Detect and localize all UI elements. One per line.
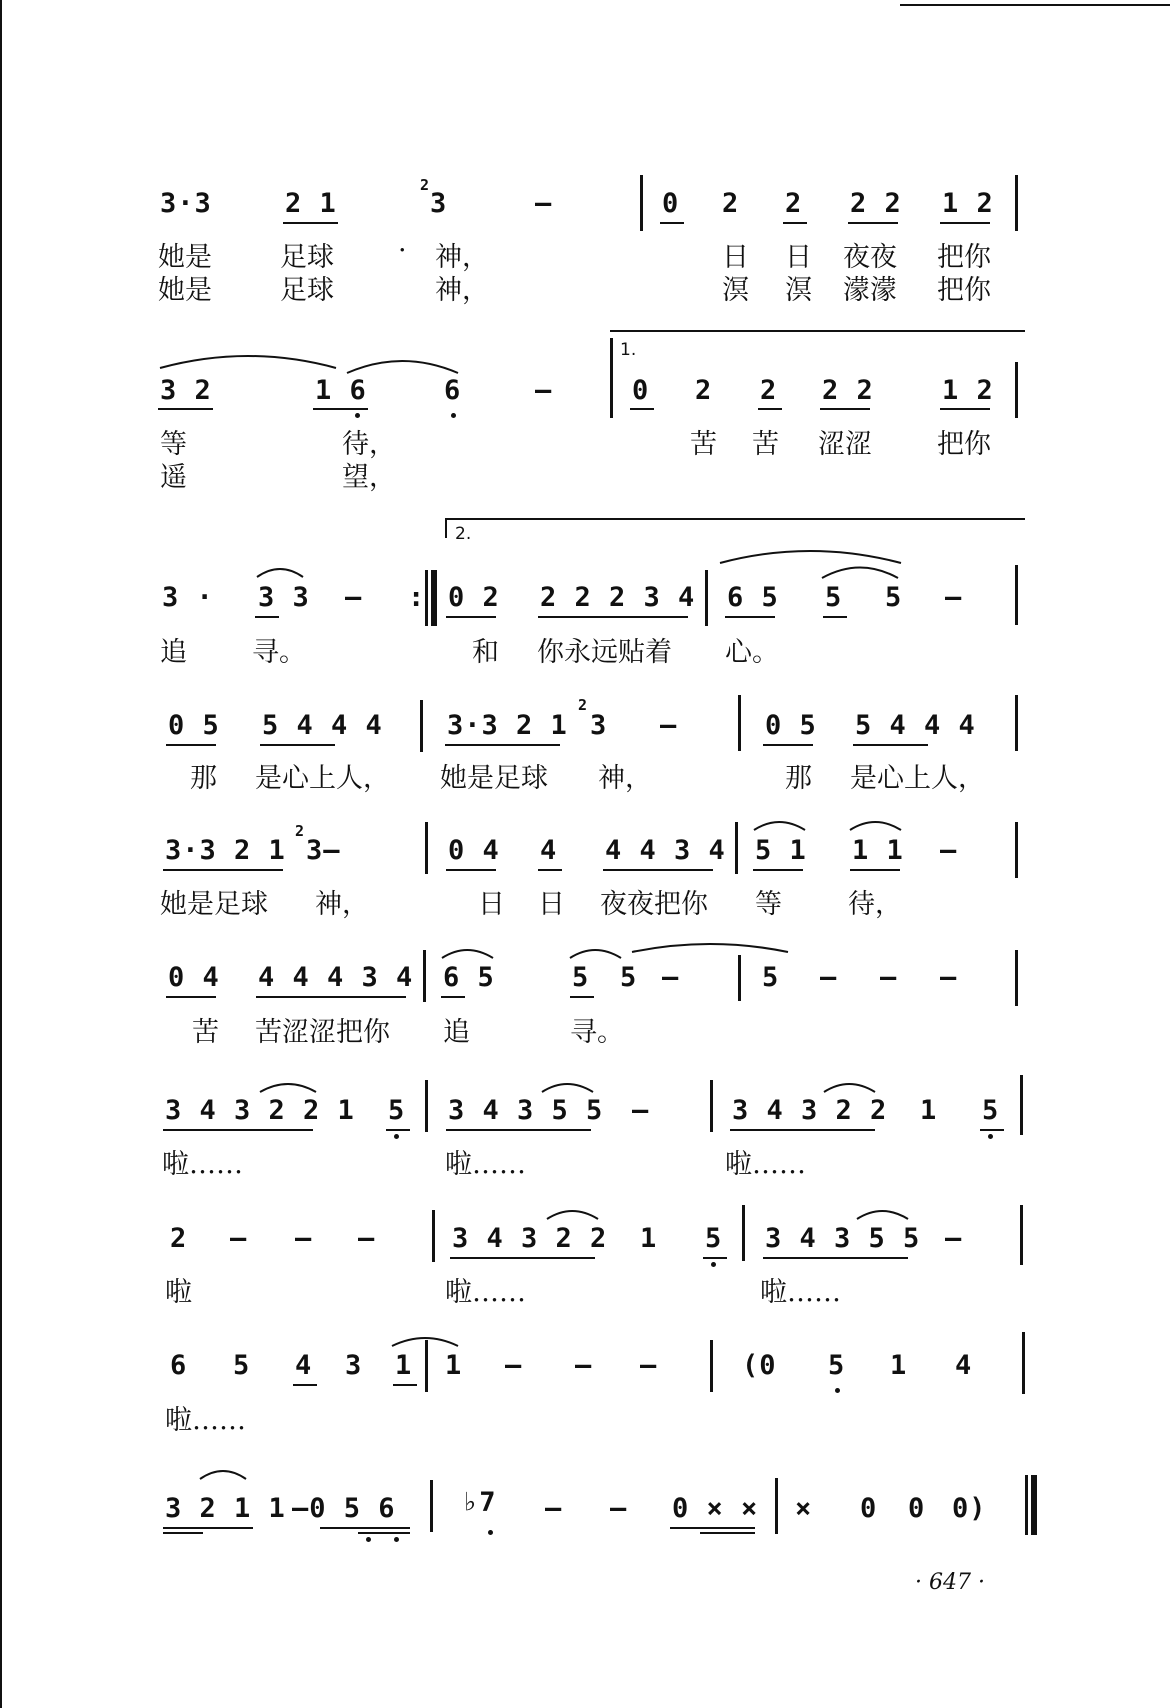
dash: — — [230, 1223, 248, 1254]
barline — [430, 1480, 433, 1532]
repeat-dots: : — [408, 582, 426, 613]
note-group: 0 — [662, 188, 680, 219]
barline — [1015, 695, 1018, 751]
barline — [1015, 822, 1018, 878]
lyric: 足球 — [280, 242, 334, 273]
note-group: 2 2 2 3 4 — [540, 582, 696, 613]
top-rule — [900, 4, 1170, 6]
lyric: 和 — [472, 637, 499, 668]
note-group: 2 1 — [285, 188, 337, 219]
note-group: 1 — [445, 1350, 463, 1381]
barline — [742, 1205, 745, 1261]
note-group: 2 — [785, 188, 803, 219]
dash: — — [945, 582, 963, 613]
lyric: 日 — [785, 242, 812, 273]
note-group: 0 — [860, 1493, 878, 1524]
underline — [603, 869, 713, 871]
underline — [158, 408, 213, 410]
note-group: 4 — [295, 1350, 313, 1381]
lyric: 溟 — [785, 275, 812, 306]
barline — [738, 955, 741, 1001]
barline — [1022, 1332, 1025, 1394]
barline — [420, 700, 423, 752]
underline — [850, 869, 900, 871]
lyric: 啦…… — [445, 1277, 526, 1308]
lyric: 追 — [160, 637, 187, 668]
note-group: 3 4 3 2 2 1 — [165, 1095, 355, 1126]
lyric: 啦…… — [162, 1149, 243, 1180]
barline — [1020, 1075, 1023, 1135]
note-group: 3 4 3 5 5 — [448, 1095, 604, 1126]
lyric: 涩涩 — [818, 429, 872, 460]
note-group: 5 — [388, 1095, 406, 1126]
note-group: 2 — [695, 375, 713, 406]
barline — [425, 570, 428, 626]
underline — [848, 222, 898, 224]
barline — [432, 1210, 435, 1262]
underline — [283, 222, 338, 224]
barline — [1015, 362, 1018, 418]
underline — [980, 1129, 1004, 1131]
dash: — — [295, 1223, 313, 1254]
note-group: 5 — [233, 1350, 251, 1381]
underline — [163, 869, 283, 871]
note-group: ♭7 — [462, 1487, 497, 1518]
note-group: 0 — [632, 375, 650, 406]
underline — [940, 408, 990, 410]
slur — [258, 1080, 318, 1094]
note-group: 0 5 — [765, 710, 817, 741]
barline — [425, 822, 428, 874]
note-group: 5 4 4 4 — [262, 710, 383, 741]
note-group: —0 5 6 — [292, 1493, 396, 1524]
lyric: 啦…… — [445, 1149, 526, 1180]
note-group: 3 3 — [258, 582, 310, 613]
low-octave-dot — [394, 1537, 399, 1542]
lyric: 待， — [848, 889, 902, 920]
underline — [320, 1527, 410, 1529]
dash: — — [575, 1350, 593, 1381]
note-group: 3 — [590, 710, 608, 741]
lyric: 待， — [342, 429, 396, 460]
lyric: 是心上人， — [850, 763, 985, 794]
lyric: 等 — [755, 889, 782, 920]
lyric: 啦…… — [725, 1149, 806, 1180]
volta-bracket-edge — [445, 518, 447, 538]
dash: — — [940, 835, 958, 866]
slur — [820, 562, 900, 580]
note-group: 3 4 3 5 5 — [765, 1223, 921, 1254]
barline — [610, 338, 613, 418]
note-group: (0 — [742, 1350, 777, 1381]
lyric: 寻。 — [252, 637, 306, 668]
note-group: 0) — [952, 1493, 987, 1524]
note-group: 2 — [760, 375, 778, 406]
dash: — — [358, 1223, 376, 1254]
dash: — — [640, 1350, 658, 1381]
lyric: 夜夜 — [843, 242, 897, 273]
slur — [822, 1080, 877, 1094]
dash: — — [545, 1493, 563, 1524]
note-group: 5 — [982, 1095, 1000, 1126]
lyric: 是心上人， — [255, 763, 390, 794]
note-group: 0 — [908, 1493, 926, 1524]
underline — [763, 744, 813, 746]
note-group: 3 4 3 2 2 — [452, 1223, 608, 1254]
barline — [738, 695, 741, 751]
note-group: 5 — [885, 582, 903, 613]
note-group: 3 4 3 2 2 — [732, 1095, 888, 1126]
dash: — — [662, 962, 680, 993]
volta-bracket — [610, 330, 1025, 332]
dash: — — [880, 962, 898, 993]
note-group: 1 — [920, 1095, 938, 1126]
note-group: 1 — [395, 1350, 413, 1381]
note-group: 3— — [306, 835, 341, 866]
note-group: 4 4 3 4 — [605, 835, 726, 866]
note-group: 1 2 — [942, 188, 994, 219]
low-octave-dot — [451, 413, 456, 418]
underline — [940, 222, 990, 224]
slur — [848, 818, 903, 832]
slur — [198, 1467, 248, 1481]
lyric: 等 — [160, 429, 187, 460]
underline — [446, 1129, 591, 1131]
note-group: 3·3 2 1 — [165, 835, 286, 866]
underline — [441, 996, 465, 998]
note-group: 1 2 — [942, 375, 994, 406]
low-octave-dot — [366, 1537, 371, 1542]
underline — [783, 222, 807, 224]
note-group: 5 — [762, 962, 780, 993]
underline — [163, 1532, 203, 1534]
note-group: 3 2 1 1 — [165, 1493, 286, 1524]
note-group: 5 — [572, 962, 590, 993]
underline — [823, 616, 847, 618]
lyric: 心。 — [725, 637, 779, 668]
underline — [703, 1257, 727, 1259]
lyric: 神， — [435, 242, 489, 273]
lyric: 她是 — [158, 242, 212, 273]
note-group: 3 — [430, 188, 448, 219]
slur — [440, 946, 495, 960]
slur — [630, 940, 790, 954]
lyric: 啦 — [165, 1277, 192, 1308]
low-octave-dot — [488, 1530, 493, 1535]
underline — [660, 222, 684, 224]
note-group: 6 — [170, 1350, 188, 1381]
low-octave-dot — [711, 1262, 716, 1267]
lyric: 啦…… — [165, 1405, 246, 1436]
dash: — — [505, 1350, 523, 1381]
note-group: 0 5 — [168, 710, 220, 741]
lyric: · — [398, 235, 407, 266]
slur — [255, 565, 305, 579]
underline — [163, 1129, 313, 1131]
note-group: 5 — [620, 962, 638, 993]
underline — [446, 616, 496, 618]
dash: — — [535, 188, 553, 219]
note-group: 3·3 2 1 — [447, 710, 568, 741]
note-group: 5 — [825, 582, 843, 613]
lyric: 日 — [722, 242, 749, 273]
dash: — — [660, 710, 678, 741]
slur — [855, 1207, 910, 1221]
grace-note: 2 — [295, 822, 305, 840]
underline — [538, 869, 562, 871]
lyric: 啦…… — [760, 1277, 841, 1308]
underline — [758, 408, 782, 410]
underline — [445, 744, 560, 746]
underline — [255, 616, 279, 618]
note-group: 1 — [890, 1350, 908, 1381]
note-group: 5 — [705, 1223, 723, 1254]
underline — [256, 996, 406, 998]
lyric: 神， — [435, 275, 489, 306]
lyric: 神， — [598, 763, 652, 794]
slur — [540, 1080, 595, 1094]
lyric: 足球 — [280, 275, 334, 306]
underline — [293, 1384, 317, 1386]
lyric: 那 — [785, 763, 812, 794]
note-group: × — [795, 1493, 813, 1524]
underline — [700, 1532, 755, 1534]
note-group: 4 — [955, 1350, 973, 1381]
barline — [1015, 950, 1018, 1006]
dash: — — [632, 1095, 650, 1126]
barline — [775, 1478, 778, 1534]
lyric: 溟 — [722, 275, 749, 306]
underline — [446, 869, 496, 871]
note-group: 0 4 — [448, 835, 500, 866]
barline — [640, 175, 643, 231]
barline — [1020, 1205, 1023, 1265]
note-group: 2 2 — [822, 375, 874, 406]
note-group: 1 1 — [852, 835, 904, 866]
note-group: 0 4 — [168, 962, 220, 993]
barline — [1015, 565, 1018, 625]
dash: — — [820, 962, 838, 993]
slur — [345, 355, 460, 375]
note-group: 3 2 — [160, 375, 212, 406]
underline — [358, 1532, 410, 1534]
note-group: 6 5 — [443, 962, 495, 993]
lyric: 她是 — [158, 275, 212, 306]
final-barline-thick — [1031, 1475, 1037, 1535]
volta-label: 1. — [620, 340, 637, 360]
underline — [630, 408, 654, 410]
low-octave-dot — [835, 1388, 840, 1393]
note-group: 6 5 — [727, 582, 779, 613]
underline — [166, 744, 216, 746]
barline — [710, 1340, 713, 1392]
dash: — — [535, 375, 553, 406]
grace-note: 2 — [420, 176, 430, 194]
lyric: 苦 — [192, 1017, 219, 1048]
left-edge-rule — [0, 0, 2, 1708]
lyric: 濛濛 — [843, 275, 897, 306]
note-group: 5 — [828, 1350, 846, 1381]
note-group: 2 — [170, 1223, 188, 1254]
slur — [158, 350, 338, 370]
note-group: 2 — [722, 188, 740, 219]
lyric: 寻。 — [570, 1017, 624, 1048]
grace-note: 2 — [578, 696, 588, 714]
underline — [163, 1527, 253, 1529]
note-group: 5 1 — [755, 835, 807, 866]
lyric: 把你 — [937, 242, 991, 273]
note-group: 6 — [444, 375, 462, 406]
note-group: 3 · — [162, 582, 214, 613]
underline — [260, 744, 335, 746]
note-group: 2 2 — [850, 188, 902, 219]
page-number: · 647 · — [915, 1570, 985, 1595]
underline — [313, 408, 368, 410]
underline — [820, 408, 870, 410]
lyric: 那 — [190, 763, 217, 794]
barline — [705, 570, 708, 626]
volta-bracket — [445, 518, 1025, 520]
dash: — — [945, 1223, 963, 1254]
underline — [853, 744, 928, 746]
underline — [763, 1257, 908, 1259]
lyric: 她是足球 — [440, 763, 548, 794]
barline — [423, 950, 426, 1002]
dash: — — [345, 582, 363, 613]
lyric: 苦 — [752, 429, 779, 460]
slur — [545, 1207, 600, 1221]
lyric: 把你 — [937, 429, 991, 460]
note-group: 1 6 — [315, 375, 367, 406]
note-group: 4 4 4 3 4 — [258, 962, 414, 993]
note-group: 4 — [540, 835, 558, 866]
barline — [710, 1080, 713, 1132]
underline — [730, 1129, 875, 1131]
barline — [1015, 175, 1018, 231]
lyric: 苦 — [690, 429, 717, 460]
barline — [425, 1340, 428, 1392]
lyric: 苦涩涩把你 — [255, 1017, 390, 1048]
dash: — — [940, 962, 958, 993]
volta-label: 2. — [455, 524, 472, 544]
lyric: 把你 — [937, 275, 991, 306]
underline — [725, 616, 775, 618]
underline — [450, 1257, 595, 1259]
underline — [670, 1527, 755, 1529]
lyric: 追 — [443, 1017, 470, 1048]
lyric: 望， — [342, 462, 396, 493]
note-group: 1 — [640, 1223, 658, 1254]
barline — [735, 822, 738, 874]
low-octave-dot — [988, 1134, 993, 1139]
low-octave-dot — [394, 1134, 399, 1139]
low-octave-dot — [355, 413, 360, 418]
underline — [570, 996, 594, 998]
dash: — — [610, 1493, 628, 1524]
note-group: 5 4 4 4 — [855, 710, 976, 741]
barline-thick — [431, 570, 437, 626]
lyric: 夜夜把你 — [600, 889, 708, 920]
barline — [425, 1080, 428, 1132]
underline — [753, 869, 803, 871]
note-group: 3 — [345, 1350, 363, 1381]
lyric: 日 — [478, 889, 505, 920]
lyric: 她是足球 — [160, 889, 268, 920]
lyric: 你永远贴着 — [537, 637, 672, 668]
lyric: 日 — [538, 889, 565, 920]
lyric: 遥 — [160, 462, 187, 493]
note-group: 0 2 — [448, 582, 500, 613]
note-group: 3·3 — [160, 188, 212, 219]
slur — [568, 946, 623, 960]
underline — [393, 1384, 417, 1386]
slur — [752, 818, 807, 832]
lyric: 神， — [315, 889, 369, 920]
underline — [166, 996, 216, 998]
underline — [538, 616, 688, 618]
note-group: 0 × × — [672, 1493, 759, 1524]
underline — [386, 1129, 410, 1131]
final-barline — [1025, 1475, 1028, 1535]
